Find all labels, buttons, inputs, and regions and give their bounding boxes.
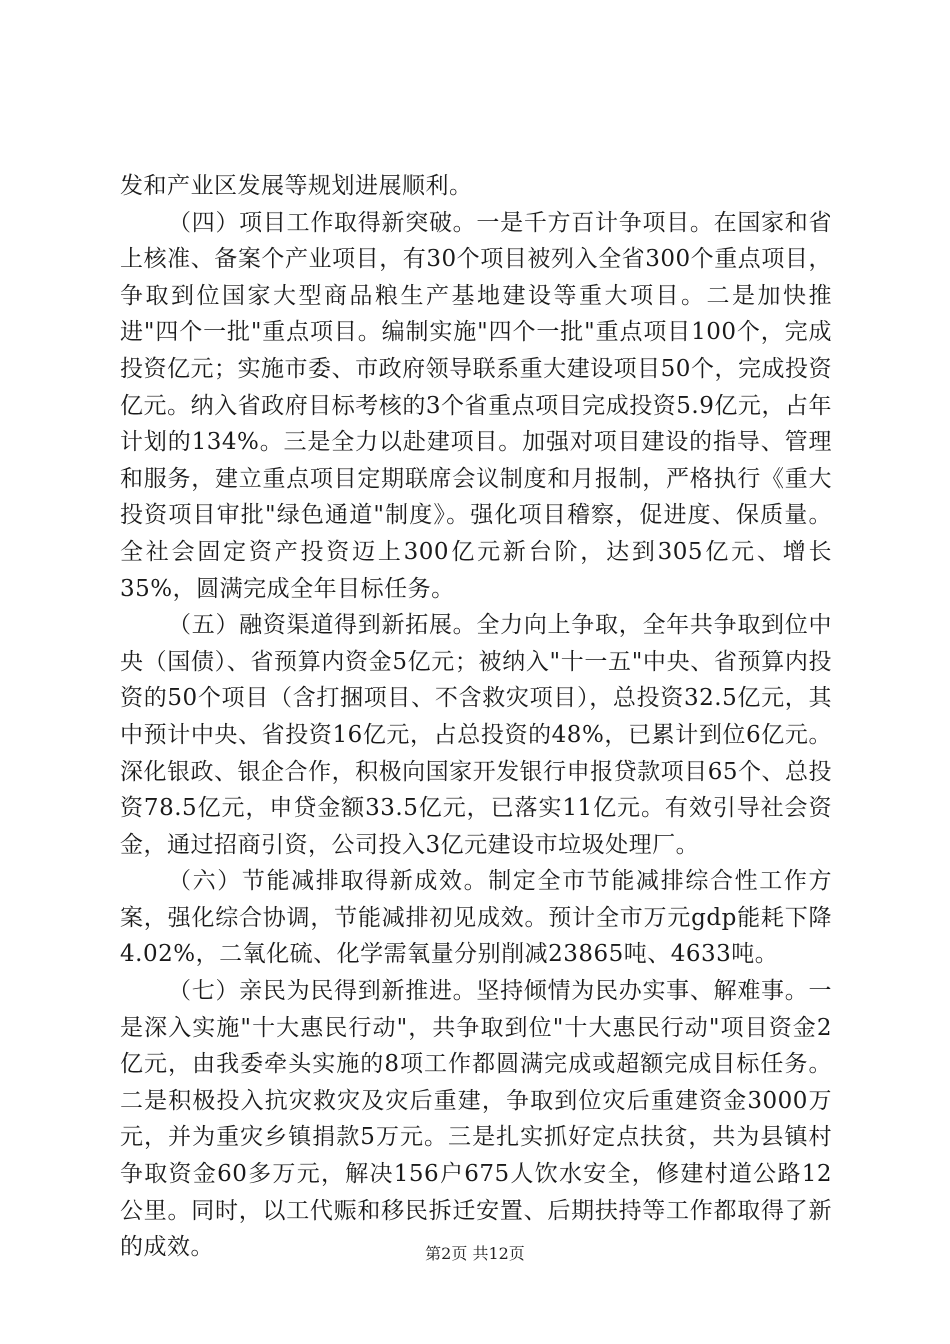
- document-body: [120, 168, 832, 1266]
- paragraph-financing: （五）融资渠道得到新拓展。全力向上争取，全年共争取到位中央（国债）、省预算内资金5亿元；被纳入"十一五"中央、省预算内投资的50个项目（含打捆项目、不含救灾项目），总投资32.5亿元，其中预计中央、省投资16亿元，占总投资的48%，已累计到位6亿元。深化银政、银企合作，积极向国家开发银行申报贷款项目65个、总投资78.5亿元，申贷金额33.5亿元，已落实11亿元。有效引导社会资金，通过招商引资，公司投入3亿元建设市垃圾处理厂。: [120, 612, 832, 858]
- page-footer: 第2页 共12页: [425, 1244, 525, 1263]
- paragraph-project-work: （四）项目工作取得新突破。一是千方百计争项目。在国家和省上核准、备案个产业项目，有30个项目被列入全省300个重点项目，争取到位国家大型商品粮生产基地建设等重大项目。二是加快推进"四个一批"重点项目。编制实施"四个一批"重点项目100个，完成投资亿元；实施市委、市政府领导联系重大建设项目50个，完成投资亿元。纳入省政府目标考核的3个省重点项目完成投资5.9亿元，占年计划的134%。三是全力以赴建项目。加强对项目建设的指导、管理和服务，建立重点项目定期联席会议制度和月报制，严格执行《重大投资项目审批"绿色通道"制度》。强化项目稽察，促进度、保质量。全社会固定资产投资迈上300亿元新台阶，达到305亿元、增长35%，圆满完成全年目标任务。: [120, 209, 832, 602]
- paragraph-energy-saving: （六）节能减排取得新成效。制定全市节能减排综合性工作方案，强化综合协调，节能减排初见成效。预计全市万元gdp能耗下降4.02%，二氧化硫、化学需氧量分别削减23865吨、4633吨。: [120, 868, 832, 968]
- paragraph-people-welfare: （七）亲民为民得到新推进。坚持倾情为民办实事、解难事。一是深入实施"十大惠民行动"，共争取到位"十大惠民行动"项目资金2亿元，由我委牵头实施的8项工作都圆满完成或超额完成目标任务。二是积极投入抗灾救灾及灾后重建，争取到位灾后重建资金3000万元，并为重灾乡镇捐款5万元。三是扎实抓好定点扶贫，共为县镇村争取资金60多万元，解决156户675人饮水安全，修建村道公路12公里。同时，以工代赈和移民拆迁安置、后期扶持等工作都取得了新的成效。: [120, 978, 832, 1261]
- paragraph-continuation: 发和产业区发展等规划进展顺利。: [120, 173, 473, 199]
